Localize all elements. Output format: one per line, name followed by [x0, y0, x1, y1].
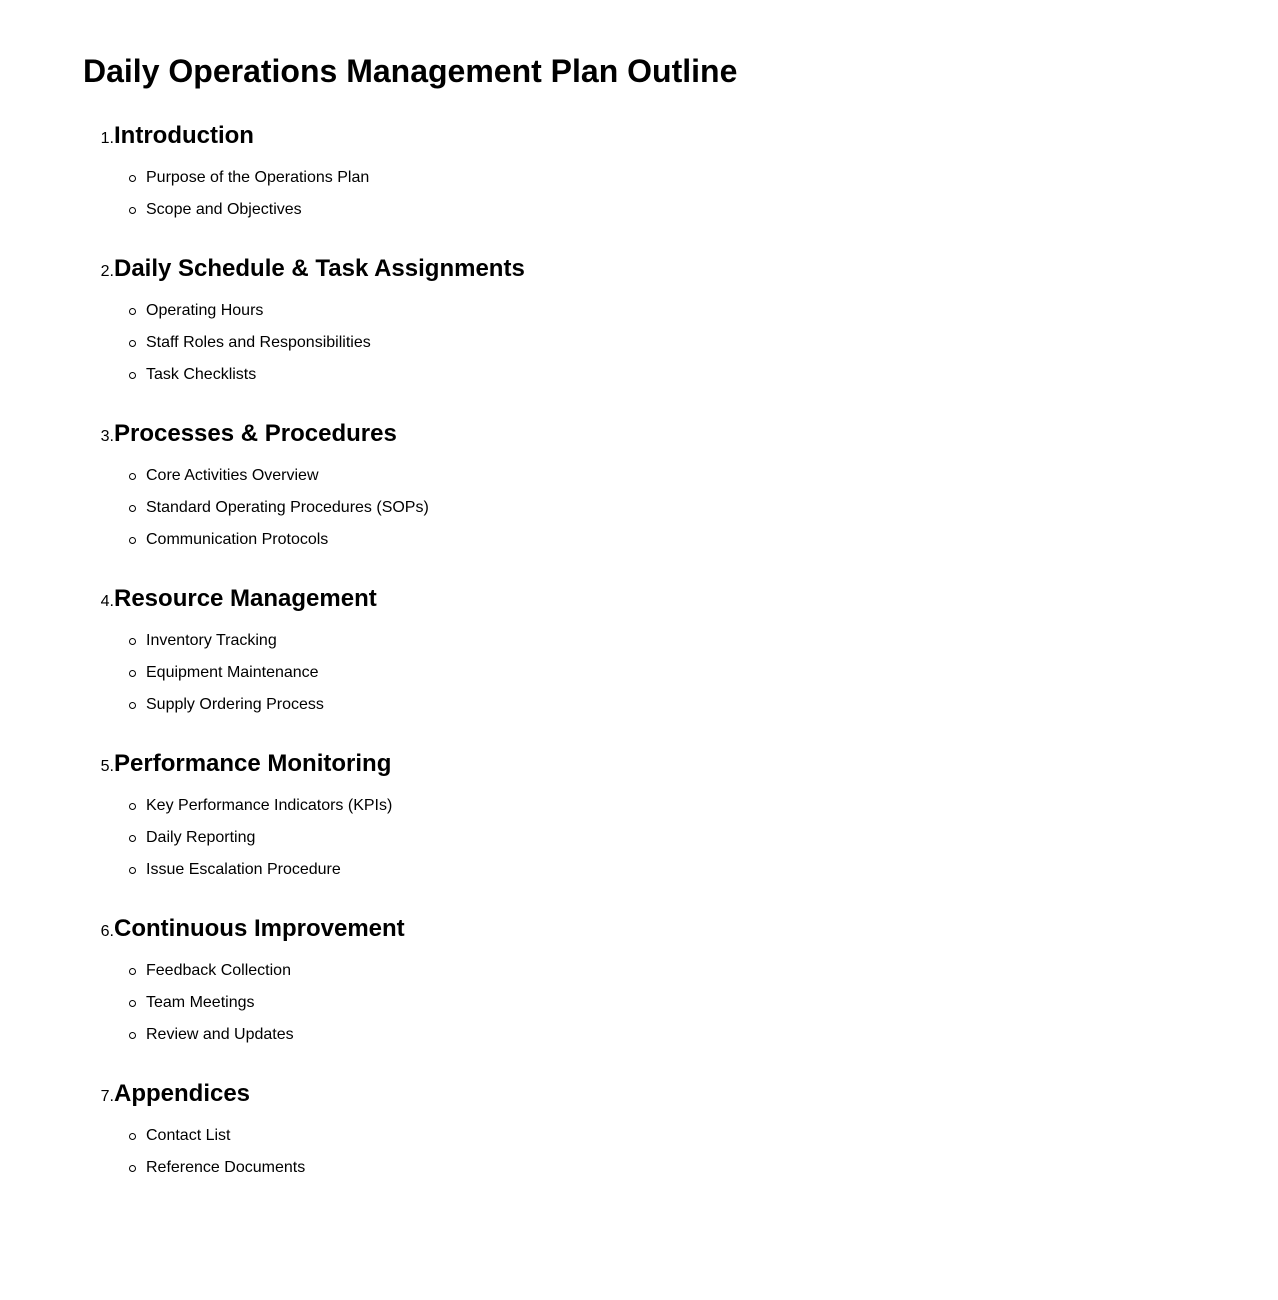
- section-title: Continuous Improvement: [114, 915, 405, 942]
- item-list: [83, 790, 737, 886]
- list-item-text: Communication Protocols: [146, 531, 329, 548]
- section-number: 3.: [100, 428, 114, 445]
- list-item-text: Standard Operating Procedures (SOPs): [146, 499, 429, 516]
- circle-bullet-icon: [129, 803, 136, 810]
- list-item-text: Key Performance Indicators (KPIs): [146, 797, 393, 814]
- list-item-text: Supply Ordering Process: [146, 696, 324, 713]
- circle-bullet-icon: [129, 537, 136, 544]
- circle-bullet-icon: [129, 835, 136, 842]
- section-title: Performance Monitoring: [114, 750, 392, 777]
- section-title: Introduction: [114, 122, 254, 149]
- list-item-text: Scope and Objectives: [146, 201, 302, 218]
- list-item: [83, 162, 737, 194]
- circle-bullet-icon: [129, 372, 136, 379]
- list-item-text: Review and Updates: [146, 1026, 294, 1043]
- section: [83, 1078, 737, 1184]
- list-item-text: Core Activities Overview: [146, 467, 319, 484]
- circle-bullet-icon: [129, 340, 136, 347]
- list-item-text: Equipment Maintenance: [146, 664, 319, 681]
- section-heading: [83, 913, 737, 945]
- list-item-text: Purpose of the Operations Plan: [146, 169, 370, 186]
- list-item: [83, 955, 737, 987]
- list-item: [83, 657, 737, 689]
- list-item: [83, 460, 737, 492]
- circle-bullet-icon: [129, 867, 136, 874]
- section-number: 4.: [100, 593, 114, 610]
- section-number: 5.: [100, 758, 114, 775]
- circle-bullet-icon: [129, 1133, 136, 1140]
- section: [83, 253, 737, 391]
- list-item: [83, 524, 737, 556]
- list-item-text: Operating Hours: [146, 302, 264, 319]
- section: [83, 583, 737, 721]
- list-item: [83, 854, 737, 886]
- list-item-text: Reference Documents: [146, 1159, 306, 1176]
- circle-bullet-icon: [129, 207, 136, 214]
- list-item: [83, 194, 737, 226]
- circle-bullet-icon: [129, 638, 136, 645]
- list-item-text: Team Meetings: [146, 994, 255, 1011]
- list-item-text: Feedback Collection: [146, 962, 291, 979]
- circle-bullet-icon: [129, 1032, 136, 1039]
- section-heading: [83, 253, 737, 285]
- list-item: [83, 327, 737, 359]
- list-item-text: Task Checklists: [146, 366, 257, 383]
- section: [83, 120, 737, 226]
- list-item-text: Inventory Tracking: [146, 632, 277, 649]
- item-list: [83, 1120, 737, 1184]
- section-title: Appendices: [114, 1080, 251, 1107]
- list-item: [83, 1120, 737, 1152]
- list-item: [83, 625, 737, 657]
- circle-bullet-icon: [129, 505, 136, 512]
- section-heading: [83, 1078, 737, 1110]
- page-title: Daily Operations Management Plan Outline: [83, 53, 738, 89]
- list-item: [83, 689, 737, 721]
- circle-bullet-icon: [129, 473, 136, 480]
- circle-bullet-icon: [129, 1000, 136, 1007]
- section: [83, 913, 737, 1051]
- section-number: 6.: [100, 923, 114, 940]
- list-item: [83, 1019, 737, 1051]
- circle-bullet-icon: [129, 175, 136, 182]
- circle-bullet-icon: [129, 968, 136, 975]
- item-list: [83, 625, 737, 721]
- section-list: [83, 120, 737, 1184]
- list-item-text: Issue Escalation Procedure: [146, 861, 341, 878]
- list-item: [83, 822, 737, 854]
- section-number: 2.: [100, 263, 114, 280]
- list-item: [83, 1152, 737, 1184]
- section-title: Processes & Procedures: [114, 420, 397, 447]
- document: [83, 51, 737, 1211]
- section-title: Resource Management: [114, 585, 377, 612]
- section-heading: [83, 748, 737, 780]
- list-item-text: Contact List: [146, 1127, 231, 1144]
- section-heading: [83, 583, 737, 615]
- section: [83, 748, 737, 886]
- list-item: [83, 987, 737, 1019]
- circle-bullet-icon: [129, 702, 136, 709]
- section-heading: [83, 418, 737, 450]
- section-number: 7.: [100, 1088, 114, 1105]
- item-list: [83, 162, 737, 226]
- section-number: 1.: [100, 130, 114, 147]
- list-item: [83, 790, 737, 822]
- circle-bullet-icon: [129, 308, 136, 315]
- section-title: Daily Schedule & Task Assignments: [114, 255, 525, 282]
- item-list: [83, 955, 737, 1051]
- list-item-text: Staff Roles and Responsibilities: [146, 334, 371, 351]
- list-item: [83, 359, 737, 391]
- section-heading: [83, 120, 737, 152]
- list-item-text: Daily Reporting: [146, 829, 256, 846]
- item-list: [83, 295, 737, 391]
- circle-bullet-icon: [129, 1165, 136, 1172]
- section: [83, 418, 737, 556]
- list-item: [83, 492, 737, 524]
- item-list: [83, 460, 737, 556]
- circle-bullet-icon: [129, 670, 136, 677]
- list-item: [83, 295, 737, 327]
